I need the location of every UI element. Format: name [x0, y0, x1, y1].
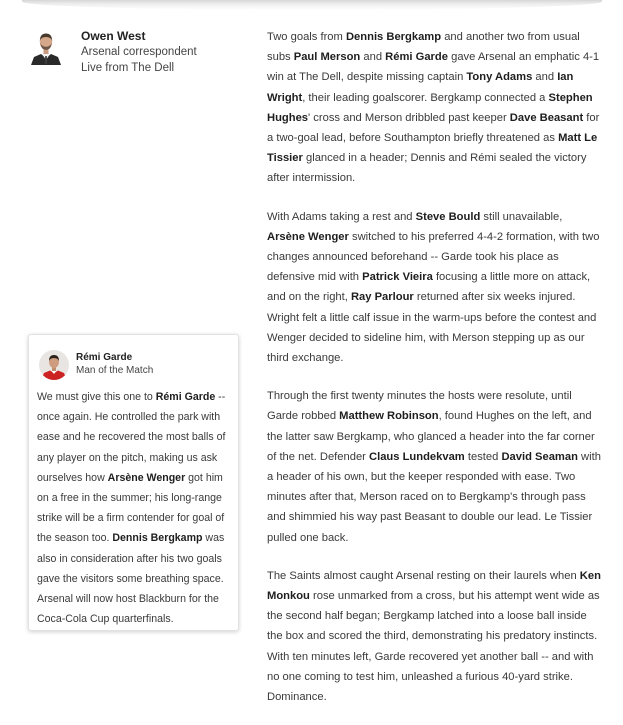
match-report	[267, 27, 601, 725]
emphasized-name: Stephen Hughes	[267, 91, 593, 124]
author-role: Arsenal correspondent	[81, 46, 197, 58]
emphasized-name: Patrick Vieira	[362, 271, 433, 284]
emphasized-name: Arsène Wenger	[267, 230, 349, 243]
emphasized-name: Tony Adams	[466, 71, 533, 84]
emphasized-name: Dennis Bergkamp	[112, 532, 203, 545]
motm-avatar	[39, 350, 69, 380]
author-byline	[28, 27, 248, 74]
emphasized-name: Ken Monkou	[267, 569, 601, 603]
emphasized-name: David Seaman	[501, 450, 578, 463]
emphasized-name: Matt Le Tissier	[267, 132, 598, 165]
top-divider-shadow	[22, 0, 602, 10]
emphasized-name: Paul Merson	[293, 51, 361, 64]
report-paragraph: With Adams taking a rest and Steve Bould still unavailable, Arsène Wenger switched to his preferred 4-4-2 formation, with two changes announced beforehand -- Garde took his place as defensive mid with Patrick Vieira focusing a little more on attack, and on the right, Ray Parlour returned after six weeks injured. Wright felt a little calf issue in the warm-ups before the contest and Wenger decided to sideline him, with Merson stepping up as our third exchange.	[267, 210, 600, 365]
emphasized-name: Steve Bould	[415, 210, 481, 223]
emphasized-name: Ray Parlour	[350, 291, 414, 304]
report-paragraph: Through the first twenty minutes the hosts were resolute, until Garde robbed Matthew Robinson, found Hughes on the left, and the latter saw Bergkamp, who glanced a header into the far corner of the net. Defender Claus Lundekvam tested David Seaman with a header of his own, but the keeper responded with ease. Two minutes after that, Merson raced on to Bergkamp's through pass and shimmied his way past Beasant to double our lead. Le Tissier pulled one back.	[267, 390, 601, 544]
emphasized-name: Arsène Wenger	[107, 471, 186, 484]
author-avatar	[28, 27, 64, 65]
motm-header	[39, 349, 229, 381]
emphasized-name: Rémi Garde	[155, 391, 216, 403]
man-of-the-match-card	[28, 334, 239, 631]
emphasized-name: Matthew Robinson	[339, 410, 439, 423]
emphasized-name: Dave Beasant	[509, 111, 584, 124]
emphasized-name: Ian Wright	[267, 71, 574, 104]
report-paragraph: The Saints almost caught Arsenal resting on their laurels when Ken Monkou rose unmarked from a cross, but his attempt went wide as the second half began; Bergkamp latched into a loose ball inside the box and scored the third, demonstrating his predatory instincts. With ten minutes left, Garde recovered yet another ball -- and with no one coming to test him, unleashed a furious 40-yard strike. Dominance.	[267, 569, 601, 704]
motm-award-title: Man of the Match	[76, 365, 154, 376]
author-name: Owen West	[81, 29, 146, 43]
motm-heading-text	[76, 351, 153, 378]
author-details	[81, 29, 197, 76]
report-paragraph: Two goals from Dennis Bergkamp and another two from usual subs Paul Merson and Rémi Garde gave Arsenal an emphatic 4-1 win at The Dell, despite missing captain Tony Adams and Ian Wright, their leading goalscorer. Bergkamp connected a Stephen Hughes' cross and Merson dribbled past keeper Dave Beasant for a two-goal lead, before Southampton briefly threatened as Matt Le Tissier glanced in a header; Dennis and Rémi sealed the victory after intermission.	[267, 31, 600, 185]
emphasized-name: Claus Lundekvam	[369, 450, 465, 463]
emphasized-name: Dennis Bergkamp	[345, 31, 442, 43]
motm-description: We must give this one to Rémi Garde -- once again. He controlled the park with ease and he recovered the most balls of any player on the pitch, making us ask ourselves how Arsène Wenger got him on a free in the summer; his long-range strike will be a firm contender for goal of the season too. Dennis Bergkamp was also in consideration after his two goals gave the visitors some breathing space. Arsenal will now host Blackburn for the Coca-Cola Cup quarterfinals.	[37, 391, 226, 626]
author-location: Live from The Dell	[81, 61, 175, 74]
motm-player-name: Rémi Garde	[76, 352, 133, 363]
emphasized-name: Rémi Garde	[385, 51, 448, 64]
